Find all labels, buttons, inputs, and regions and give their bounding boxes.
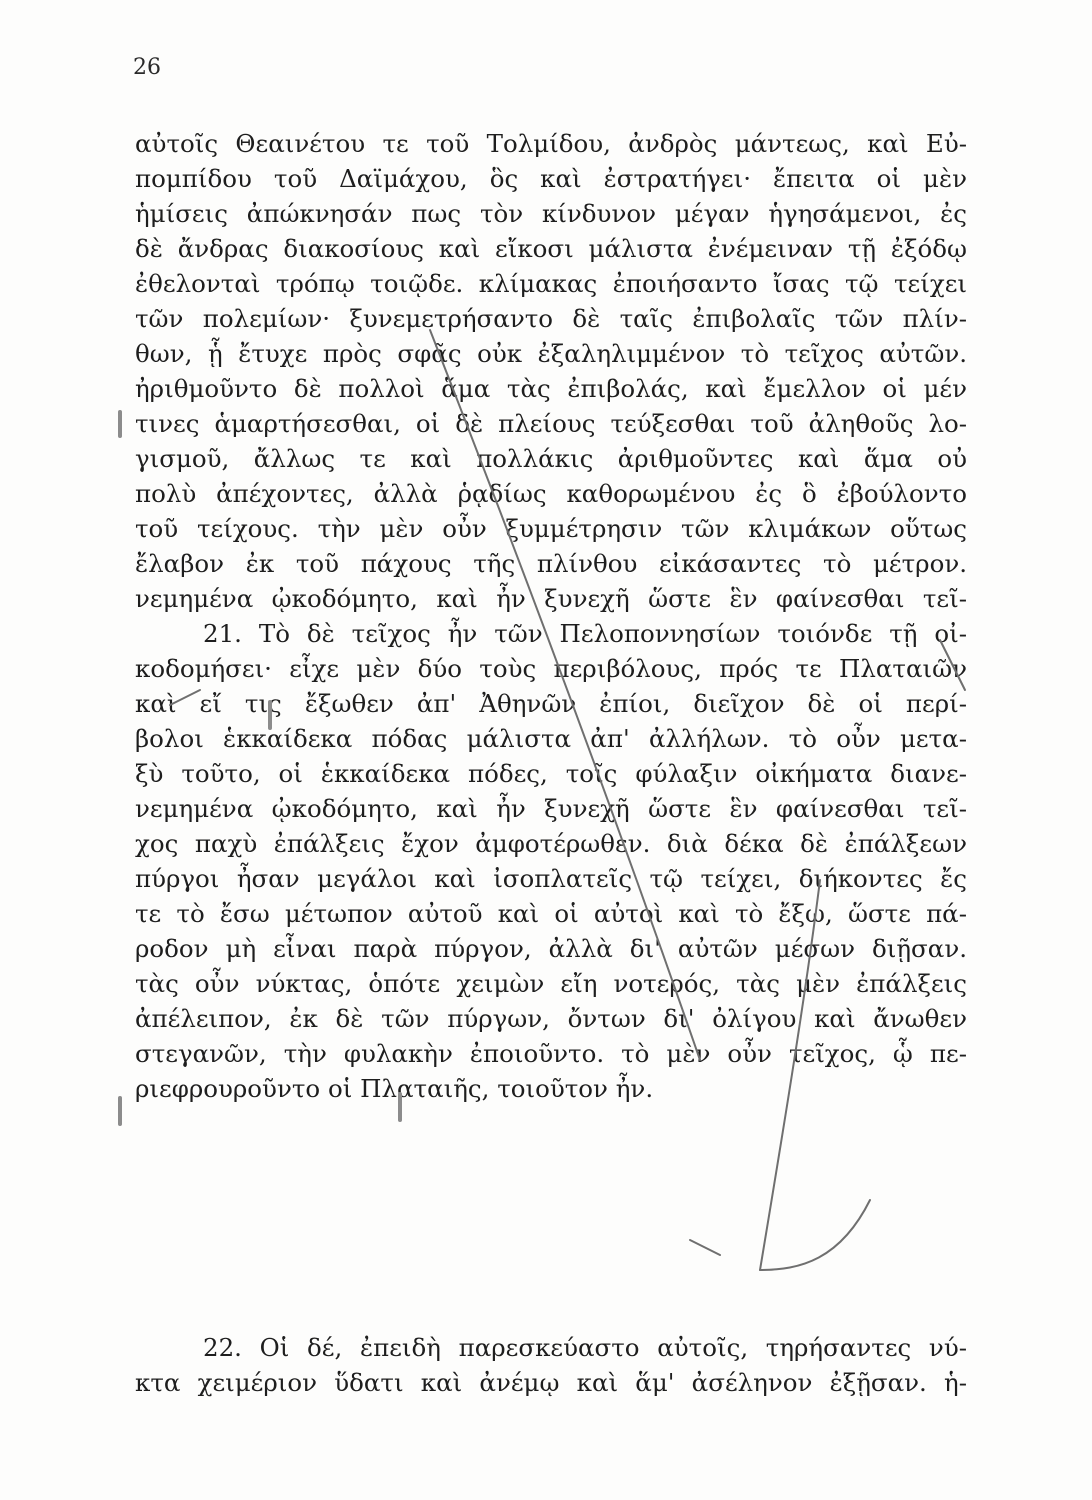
text-line: ἀπέλειπον, ἐκ δὲ τῶν πύργων, ὄντων δι' ὀλίγου καὶ ἄνωθεν [135,1004,967,1033]
text-line: τὰς οὖν νύκτας, ὁπότε χειμὼν εἴη νοτερός, τὰς μὲν ἐπάλξεις [135,969,967,998]
text-line: νεμημένα ᾠκοδόμητο, καὶ ἦν ξυνεχῆ ὥστε ἓν φαίνεσθαι τεῖ- [135,584,967,613]
text-line: αὐτοῖς Θεαινέτου τε τοῦ Τολμίδου, ἀνδρὸς μάντεως, καὶ Εὐ- [135,129,967,158]
text-line: ἡμίσεις ἀπώκνησάν πως τὸν κίνδυνον μέγαν ἡγησάμενοι, ἐς [135,199,967,228]
text-line: πολὺ ἀπέχοντες, ἀλλὰ ῥᾳδίως καθορωμένου ἐς ὃ ἐβούλοντο [135,479,967,508]
text-line: ἐθελονταὶ τρόπῳ τοιῷδε. κλίμακας ἐποιήσαντο ἴσας τῷ τείχει [135,269,967,298]
section-21-number: 21. [203,619,242,648]
text-line: πύργοι ἦσαν μεγάλοι καὶ ἰσοπλατεῖς τῷ τείχει, διήκοντες ἔς [135,864,967,893]
text-line: στεγανῶν, τὴν φυλακὴν ἐποιοῦντο. τὸ μὲν οὖν τεῖχος, ᾧ πε- [135,1039,967,1068]
text-line: ξὺ τοῦτο, οἱ ἑκκαίδεκα πόδες, τοῖς φύλαξιν οἰκήματα διανε- [135,759,967,788]
text-line: ροδον μὴ εἶναι παρὰ πύργον, ἀλλὰ δι' αὐτῶν μέσων διῇσαν. [135,934,967,963]
text-line: θων, ᾗ ἔτυχε πρὸς σφᾶς οὐκ ἐξαληλιμμένον τὸ τεῖχος αὐτῶν. [135,339,967,368]
text-line: ἠριθμοῦντο δὲ πολλοὶ ἅμα τὰς ἐπιβολάς, καὶ ἔμελλον οἱ μέν [135,374,967,403]
section-22-first-line [135,1330,967,1365]
text-line: πομπίδου τοῦ Δαϊμάχου, ὃς καὶ ἐστρατήγει· ἔπειτα οἱ μὲν [135,164,967,193]
text-line: κτα χειμέριον ὕδατι καὶ ἀνέμῳ καὶ ἅμ' ἀσέληνον ἐξῇσαν. ἡ- [135,1368,967,1397]
text-line: ριεφρουροῦντο οἱ Πλαταιῆς, τοιοῦτον ἦν. [135,1074,654,1103]
text-line: κοδομήσει· εἶχε μὲν δύο τοὺς περιβόλους, πρός τε Πλαταιῶν [135,654,967,683]
text-line: δὲ ἄνδρας διακοσίους καὶ εἴκοσι μάλιστα ἐνέμειναν τῇ ἐξόδῳ [135,234,967,263]
text-line: βολοι ἑκκαίδεκα πόδας μάλιστα ἀπ' ἀλλήλων. τὸ οὖν μετα- [135,724,967,753]
text-line: τοῦ τείχους. τὴν μὲν οὖν ξυμμέτρησιν τῶν κλιμάκων οὕτως [135,514,967,543]
text-line: τινες ἁμαρτήσεσθαι, οἱ δὲ πλείους τεύξεσθαι τοῦ ἀληθοῦς λο- [135,409,967,438]
text-line: νεμημένα ᾠκοδόμητο, καὶ ἦν ξυνεχῆ ὥστε ἓν φαίνεσθαι τεῖ- [135,794,967,823]
section-22-block [135,1330,967,1400]
section-22-number: 22. [203,1333,242,1362]
text-line-content: Τὸ δὲ τεῖχος ἦν τῶν Πελοποννησίων τοιόνδε τῇ οἰ- [258,619,967,648]
text-line: χος παχὺ ἐπάλξεις ἔχον ἀμφοτέρωθεν. διὰ δέκα δὲ ἐπάλξεων [135,829,967,858]
text-line: ἔλαβον ἐκ τοῦ πάχους τῆς πλίνθου εἰκάσαντες τὸ μέτρον. [135,549,967,578]
page-number: 26 [133,55,161,80]
text-line: γισμοῦ, ἄλλως τε καὶ πολλάκις ἀριθμοῦντες καὶ ἅμα οὐ [135,444,967,473]
main-text-block [135,126,967,1106]
text-line: τε τὸ ἔσω μέτωπον αὐτοῦ καὶ οἱ αὐτοὶ καὶ τὸ ἔξω, ὥστε πά- [135,899,967,928]
section-21-first-line [135,616,967,651]
text-line: καὶ εἴ τις ἔξωθεν ἀπ' Ἀθηνῶν ἐπίοι, διεῖχον δὲ οἱ περί- [135,689,967,718]
text-line-content: Οἱ δέ, ἐπειδὴ παρεσκεύαστο αὐτοῖς, τηρήσαντες νύ- [259,1333,967,1362]
text-line: τῶν πολεμίων· ξυνεμετρήσαντο δὲ ταῖς ἐπιβολαῖς τῶν πλίν- [135,304,967,333]
pencil-stroke [690,1240,720,1255]
pencil-stroke [760,1200,870,1270]
